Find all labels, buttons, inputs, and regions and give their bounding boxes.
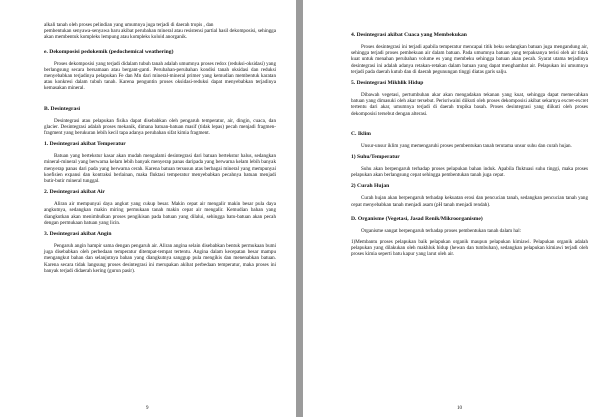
- section-heading: e. Dekomposisi pedokemik (pedochemical weathering): [44, 48, 174, 55]
- subsection-heading: 3. Desintegrasi akibat Angin: [44, 231, 112, 238]
- subsection-heading: 5. Desintegrasi Mikhlik Hidup: [351, 80, 424, 87]
- paragraph: pembentukan senyawa-senyawa baru akibat perubahan mineral atau resistensi partial hasil dekomposisi, sehingga akan membentuk kompleks lempung atau kompleks koloid anorganik.: [44, 28, 276, 41]
- document-page-left: [0, 0, 296, 417]
- subsection-heading: 1. Desintegrasi akibat Temperatur: [44, 141, 126, 148]
- paragraph: alkali tanah oleh proses pelindian yang umumnya juga terjadi di daerah tropis , dan: [44, 22, 214, 28]
- page-number: 10: [457, 406, 462, 411]
- paragraph: Aliran air mempunyai daya angkut yang cukup besar. Makin cepat air mengalir makin besar pula daya angkutnya, sedangkan makin miring permukaan tanah makin cepat air mengalir. Kemudian bahan yang diangkutkan akan menimbulkan proses pengikisan pada batuan yang dilalui, sehingga batu-batuan akan pecah dengan permukaan batuan yang licin.: [44, 201, 276, 226]
- paragraph: 1)Membantu proses pelapukan baik pelapukan organik maupun pelapukan kimiawi. Pelapukan organik adalah pelapukan yang dilakukan oleh makhluk hidup (hewan dan tumbuhan), sedangkan pelapukan kimiawi terjadi oleh proses kimia seperti batu kapur yang larut oleh air.: [351, 239, 588, 258]
- paragraph: Dibawah vegetasi, pertumbuhan akar akan mengadakan tekanan yang kuat, sehingga dapat memecahkan batuan yang dimasuki oleh akar tersebut. Perisriwaini diikuti oleh proses dekomposisi akibat sekarnya excret-excret tertentu dari akar, umumnya terjadi di daerah tropika basah. Proses desintegrasi yang diikuti oleh proses dekomposisi tersebut dengan alterasi.: [351, 92, 588, 117]
- paragraph: Organisme sangat berpengaruh terhadap proses pembentukan tanah dalam hal:: [361, 227, 522, 234]
- subsection-heading: 2) Curah Hujan: [351, 183, 390, 190]
- paragraph: Suhu akan berpengaruh terhadap proses pelapukan bahan induk. Apabila fluktuasi suhu tinggi, maka proses pelapukan akan berlangsung cepat sehingga pembentukan tanah juga cepat.: [351, 166, 588, 179]
- paragraph: Proses desintegrasi ini terjadi apabila temperatur mencapai titik beku sedangkan batuan juga mengandung air, sehingga terjadi proses pembekuan air dalam batuan. Pada umumnya batuan yang terpaksanya terisi oleh air tidak kuat untuk menahan perubahan volume es yang membeku sehingga batuan akan pecah. Syarat utama terjadinya desintegrasi ini adalah adanya retakan-retakan dalam batuan yang dapat menghambat air. Pelapukan ini umumnya terjadi pada daerah kutub dan di daerah pegunungan tinggi diatas garis salju.: [351, 44, 588, 75]
- subsection-heading: 2. Desintegrasi akibat Air: [44, 189, 105, 196]
- section-heading: D. Organisme (Vegetasi, Jasad Renik/Mikroorganisme): [351, 215, 483, 222]
- section-heading: B. Desintegrasi: [44, 105, 81, 112]
- paragraph: Batuan yang bertekstur kasar akan mudah mengalami desintegrasi dari batuan bertekstur halus, sedangkan mineral-mineral yang berwarna kelam lebih banyak menyerap panas daripada yang berwarna kelam lebih banyak menyerap panas dari pada yang berwarna cerah. Karena batuan tersusun atas berbagai mineral yang mempunyai koefisien expansi dan kontraksi berlainan, maka fluktasi temperatur menyebabkan pecahnya batuan menjadi butir-butir mineral tunggal.: [44, 153, 276, 185]
- paragraph: Pengaruh angin hampir sama dengan pengaruh air. Aliran angina selain disebabkan bentuk permukaan bumi juga disebabkan oleh perbedaan temperatur ditempat-tempat tertentu. Angina dalam kecepatan besar mampu mengangkut bahan dan selanjutnya bahan yang diangkutnya sanggup pula mengikis dan menenabkan batuan. Karena secara tidak langsung proses desintegrasi ini merupakan akibat perbedaan temperatur, maka proses ini banyak terjadi didaerah kering (gurun pasir).: [44, 243, 276, 274]
- subsection-heading: 4. Desintegrasi akibat Cuaca yang Membekukan: [351, 32, 467, 38]
- paragraph: Proses dekomposisi yang terjadi didalam tubuh tanah adalah umumnya proses redox (reduksi-oksidasi) yang berlangsung secara bersamaan atau bergant-ganti. Perubahan-perubahan kondisi tanah oksidasi dan reduksi menyebabkan terjadinya pelapukan Fe dan Mn dari mineral-mineral primer yang kemudian membentuk karatan atau konkresi dalam tubuh tanah. Karena penguntin proses oksidasi-reduksi dapat menyebabkan terjadinya kemasakan mineral.: [44, 60, 276, 92]
- paragraph: Unsur-unsur iklim yang memengaruhi proses pembentukan tanah terutama unsur suhu dan curah hujan.: [361, 142, 572, 149]
- section-heading: C. Iklim: [351, 130, 371, 137]
- paragraph: Curah hujan akan berpengaruh terhadap kekuatan erosi dan pencucian tanah, sedangkan pencucian tanah yang cepat menyebabkan tanah menjadi asam (pH tanah menjadi rendah).: [351, 195, 588, 208]
- subsection-heading: 1) Suhu/Temperatur: [351, 154, 400, 161]
- paragraph: Desintegrasi atau pelapukan fisika dapat disebabkan oleh pengaruh temperatur, air, dingin, cuaca, dan glacier. Desintegrasi adalah proses mekanik, dimana batuan-batuan masif (tidak lepas) pecah menjadi fragmen-fragment yang berukuran lebih kecil tapa adanya perubahan sifat kimia fragment.: [44, 117, 276, 137]
- document-page-right: [303, 0, 610, 417]
- page-number: 9: [146, 406, 149, 411]
